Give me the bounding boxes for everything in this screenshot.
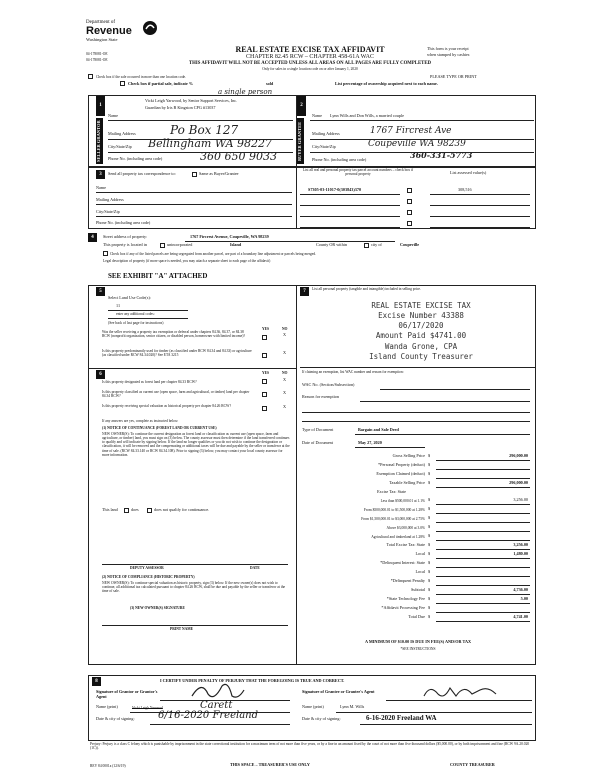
sec5-yes-header: YES [262, 327, 269, 331]
total-state-dollar: $ [428, 542, 431, 547]
sec6-if-any: If any answers are yes, complete as instructed below. [102, 419, 179, 423]
sec6-no-header: NO [282, 371, 288, 375]
perjury-notice: Perjury: Perjury is a class C felony which is punishable by imprisonment in the state correctional institution for a maximum term of not more than five years, or by a fine in an amount fixed by the court of not more than five thousand dollars ($5,000.00), or by both imprisonment and fine (RCW 9A.20.020 (1C)). [90, 742, 530, 751]
taxable-label: Taxable Selling Price [389, 480, 425, 485]
within-city-checkbox[interactable] [364, 243, 369, 248]
seller-name-2: Guardian by Iris B Kingston CPG #13037 [145, 105, 216, 110]
sec6-yes-header: YES [262, 371, 269, 375]
buyer-mailing-label: Mailing Address [312, 131, 340, 136]
street-address-value: 1767 Fircrest Avenue, Coupeville, WA 98239 [190, 234, 269, 239]
revision-number: REV 84 0001a (12/6/19) [90, 764, 126, 768]
total-state-value: 3,256.00 [513, 542, 528, 547]
tier2-label: From $500,000.01 to $1,500,000 at 1.28% [363, 508, 425, 512]
buyer-city-label: City/State/Zip [312, 144, 336, 149]
deputy-assessor-label: DEPUTY ASSESSOR [130, 566, 164, 570]
parcel-personal-checkbox-1[interactable] [407, 188, 412, 193]
grantee-signature-scribble [420, 680, 500, 702]
land-does-not-checkbox[interactable] [147, 508, 152, 513]
sec3-phone-label: Phone No. (including area code) [96, 220, 151, 225]
form-number-1: 04-178081-OE [86, 52, 108, 56]
local-dollar: $ [428, 551, 431, 556]
buyer-phone-label: Phone No. (including area code) [312, 157, 367, 162]
form-warning: THIS AFFIDAVIT WILL NOT BE ACCEPTED UNLESS ALL AREAS ON ALL PAGES ARE FULLY COMPLETED [188, 61, 432, 66]
stamp-line-5: Wanda Grone, CPA [384, 341, 458, 351]
grantee-signature-label: Signature of Grantee or Grantee's Agent [302, 689, 375, 694]
partial-sale-label: Check box if partial sale, indicate % [128, 81, 194, 86]
exemption-claimed-label: Exemption Claimed (deduct) [376, 471, 425, 476]
certify-statement: I CERTIFY UNDER PENALTY OF PERJURY THAT THE FOREGOING IS TRUE AND CORRECT. [160, 678, 345, 683]
grantee-name-label: Name (print) [302, 704, 324, 709]
new-owner-signature-label: (3) NEW OWNER(S) SIGNATURE [130, 606, 185, 610]
seller-name-1: Vicki Leigh Yarwood, by Senior Support Services, Inc. [145, 98, 238, 103]
notice-continuance-text: NEW OWNER(S): To continue the current designation as forest land or classification as current use (open space, farm and agriculture, or timber) land, you must sign on (3) below. The county assessor must then determine if the land transferred continues to qualify and will indicate by signing below. If the land no longer qualifies or you do not wish to continue the designation or classification, it will be removed and the compensating or additional taxes will be due and payable by the seller or transferor at the time of sale. (RCW 84.33.140 or RCW 84.34.108). Prior to signing (3) below, you may contact your local county assessor for more information. [102, 432, 290, 457]
seller-side-label: SELLER GRANTOR [96, 118, 103, 164]
affidavit-fee-label: *Affidavit Processing Fee [381, 605, 425, 610]
subtotal-dollar: $ [428, 587, 431, 592]
tier3-label: From $1,500,000.01 to $3,000,000 at 2.75% [361, 517, 425, 521]
tier1-dollar: $ [428, 497, 431, 502]
personal-property-label: *Personal Property (deduct) [378, 462, 425, 467]
treasurer-use-only: THIS SPACE – TREASURER'S USE ONLY [230, 762, 310, 767]
parcel-number: S7305-03-11017-0(303843)370 [308, 187, 362, 192]
land-does-label: does [131, 507, 139, 512]
gross-dollar: $ [428, 453, 431, 458]
grantee-name-value: Lynn M. Wills [340, 704, 365, 709]
sec6-question-2: Is this property classified as current use (open space, farm and agricultural, or timber) land per chapter 84.34 RCW? [102, 390, 250, 399]
sec6-q2-no-mark: X [283, 390, 287, 395]
exemption-dollar: $ [428, 471, 431, 476]
section-2-number: 2 [297, 96, 306, 116]
revenue-logo [86, 20, 156, 50]
see-exhibit-note: SEE EXHIBIT "A" ATTACHED [108, 272, 208, 280]
select-land-use-label: Select Land Use Code(s): [108, 295, 151, 300]
county-treasurer-label: COUNTY TREASURER [450, 762, 495, 767]
gross-label: Gross Selling Price [392, 453, 425, 458]
affidavit-fee-dollar: $ [428, 605, 431, 610]
type-print-note: PLEASE TYPE OR PRINT [430, 74, 477, 79]
grantor-date-city-value: 6/16-2020 Freeland [158, 710, 259, 721]
dept-line3: Washington State [86, 36, 118, 42]
notice-compliance-text: NEW OWNER(S): To continue special valuation as historic property, sign (3) below. If the new owner(s) does not wish to continue, all additional tax calculated pursuant to chapter 84.26 RCW, shall be due and payable by the seller or transferor at the time of sale. [102, 581, 286, 594]
wac-no-label: WAC No. (Section/Subsection) [302, 382, 355, 387]
total-due-dollar: $ [428, 614, 431, 619]
sec5-no-header: NO [282, 327, 288, 331]
sec3-city-label: City/State/Zip [96, 209, 120, 214]
section-8-number: 8 [92, 677, 101, 686]
grantor-date-city-label: Date & city of signing: [96, 716, 135, 721]
list-assessed-label: List assessed value(s) [450, 170, 487, 175]
land-does-checkbox[interactable] [124, 508, 129, 513]
seller-city-label: City/State/Zip [108, 144, 132, 149]
gross-value: 296,000.00 [509, 453, 528, 458]
grantee-date-city-value: 6-16-2020 Freeland WA [366, 714, 437, 722]
penalty-dollar: $ [428, 578, 431, 583]
local-label: Local [415, 551, 425, 556]
sec6-question-3: Is this property receiving special valuation as historical property per chapter 84.26 RCW? [102, 404, 232, 408]
sec6-q3-yes-checkbox[interactable] [262, 406, 267, 411]
sec5-q2-no-mark: X [283, 350, 287, 355]
city-of-label: city of [371, 242, 382, 247]
if-claiming-label: If claiming an exemption, list WAC number and reason for exemption: [302, 370, 404, 374]
street-address-label: Street address of property: [103, 234, 148, 239]
unincorporated-checkbox[interactable] [160, 243, 165, 248]
parcel-personal-checkbox-2[interactable] [407, 199, 412, 204]
taxable-dollar: $ [428, 480, 431, 485]
assessed-value: 308,516 [458, 187, 472, 192]
revenue-swirl-icon [142, 20, 158, 36]
grantor-name-label: Name (print) [96, 704, 118, 709]
this-land-label: This land [102, 507, 118, 512]
segregated-checkbox[interactable] [103, 251, 108, 256]
legal-description-label: Legal description of property (if more space is needed, you may attach a separate sheet to each page of the affidavit) [103, 259, 271, 263]
minimum-fee-note: A MINIMUM OF $10.00 IS DUE IN FEE(S) AND/OR TAX [364, 639, 471, 644]
tier4-label: Above $3,000,000 at 3.0% [386, 526, 425, 530]
only-for-note: Only for sales in a single location code on or after January 1, 2020 [262, 67, 358, 71]
sec6-q2-yes-checkbox[interactable] [262, 392, 267, 397]
delinq-dollar: $ [428, 560, 431, 565]
list-personal-label: List all personal property (tangible and intangible) included in selling price. [312, 287, 421, 291]
county-or-label: County OR within [316, 242, 347, 247]
seller-mailing-label: Mailing Address [108, 131, 136, 136]
receipt-note-2: when stamped by cashier. [427, 52, 471, 57]
buyer-name-label: Name [312, 113, 322, 118]
dept-line1: Department of [86, 20, 116, 25]
sec6-q1-no-mark: X [283, 377, 287, 382]
tier3-dollar: $ [428, 515, 431, 520]
excise-receipt-stamp [316, 301, 526, 362]
grantor-name-typed: Vicki Leigh Yarwood [132, 706, 163, 710]
sec5-q2-yes-checkbox[interactable] [262, 353, 267, 358]
personal-dollar: $ [428, 462, 431, 467]
sec3-name-label: Name [96, 185, 106, 190]
additional-codes-label: enter any additional codes: [116, 312, 155, 316]
seller-name-label: Name [108, 113, 118, 118]
same-as-buyer-label: Same as Buyer/Grantee [199, 171, 239, 176]
sec6-q1-yes-checkbox[interactable] [262, 379, 267, 384]
segregated-label: Check box if any of the listed parcels are being segregated from another parcel, are part of a boundary line adjustment or parcels being merged. [110, 252, 317, 256]
receipt-note-1: This form is your receipt [427, 46, 469, 51]
buyer-side-label: BUYER GRANTEE [297, 118, 304, 164]
section-1-2-divider [296, 95, 297, 167]
sold-label: sold [266, 81, 274, 86]
delinquent-interest-label: *Delinquent Interest: State [380, 560, 425, 565]
tier2-dollar: $ [428, 506, 431, 511]
buyer-mailing-value: 1767 Fircrest Ave [370, 126, 452, 136]
list-parcels-label: List all real and personal property tax parcel account numbers – check box if personal property [302, 168, 414, 177]
land-does-not-label: does not qualify for continuance. [154, 507, 210, 512]
deputy-date-label: DATE [250, 566, 260, 570]
stamp-line-2: Excise Number 43388 [378, 311, 464, 321]
see-instructions-note: *SEE INSTRUCTIONS [400, 647, 436, 651]
seller-phone-value: 360 650 9033 [200, 150, 277, 163]
sec6-q3-no-mark: X [283, 404, 287, 409]
total-due-value: 4,741.00 [513, 614, 528, 619]
notice-continuance-title: (1) NOTICE OF CONTINUANCE (FOREST LAND OR CURRENT USE) [102, 426, 217, 430]
stamp-line-1: REAL ESTATE EXCISE TAX [371, 301, 471, 310]
tier1-value: 3,256.00 [513, 497, 528, 502]
excise-state-label: Excise Tax: State [377, 489, 406, 494]
sec5-q1-no-mark: X [283, 332, 287, 337]
list-percentage-note: List percentage of ownership acquired next to each name. [335, 81, 438, 86]
section-3-number: 3 [96, 170, 105, 179]
delinquent-penalty-label: *Delinquent Penalty [390, 578, 425, 583]
subtotal-value: 4,736.00 [513, 587, 528, 592]
type-document-value: Bargain and Sale Deed [358, 427, 399, 432]
date-document-value: May 27, 2020 [358, 440, 382, 445]
buyer-city-value: Coupeville WA 98239 [368, 139, 466, 149]
buyer-name-value: Lynn Wills and Don Wills, a married couple [330, 113, 404, 118]
sec5-question-1: Was the seller receiving a property tax exemption or deferral under chapters 84.36, 84.37, or 84.38 RCW (nonprofit organization, senior citizen, or disabled person, homeowner with limited income)? [102, 330, 245, 339]
tech-fee-dollar: $ [428, 596, 431, 601]
form-title: REAL ESTATE EXCISE TAX AFFIDAVIT [235, 45, 385, 54]
date-document-label: Date of Document [302, 440, 333, 445]
form-number-2: 04-178081-OE [86, 58, 108, 62]
delinquent-local-label: Local [415, 569, 425, 574]
tier4-dollar: $ [428, 524, 431, 529]
buyer-phone-value: 360-331-5773 [410, 150, 473, 160]
section-1-number: 1 [96, 96, 105, 116]
same-as-buyer-checkbox[interactable] [192, 172, 197, 177]
unincorporated-label: unincorporated [167, 242, 193, 247]
taxable-value: 296,000.00 [509, 480, 528, 485]
total-due-label: Total Due [408, 614, 425, 619]
located-in-label: This property is located in [103, 242, 147, 247]
tech-fee-value: 5.00 [520, 596, 528, 601]
stamp-line-4: Amount Paid $4741.00 [375, 331, 467, 341]
city-value: Coupeville [400, 242, 420, 247]
print-name-label: PRINT NAME [170, 627, 193, 631]
seller-mailing-value: Po Box 127 [170, 123, 239, 137]
section-7-number: 7 [300, 287, 309, 296]
send-correspondence-label: Send all property tax correspondence to: [108, 171, 176, 176]
sec5-q1-yes-checkbox[interactable] [262, 335, 267, 340]
section-5-number: 5 [96, 287, 105, 296]
partial-sale-checkbox[interactable] [120, 81, 125, 86]
section-4-number: 4 [88, 233, 97, 242]
grantor-name-handwritten: Carett [200, 700, 233, 711]
total-state-label: Total Excise Tax: State [386, 542, 425, 547]
seller-phone-label: Phone No. (including area code) [108, 156, 163, 161]
grantee-date-city-label: Date & city of signing: [302, 716, 341, 721]
subtotal-label: Subtotal [411, 587, 425, 592]
county-value: Island [230, 242, 242, 247]
tier5-dollar: $ [428, 533, 431, 538]
seller-city-value: Bellingham WA 98227 [148, 137, 273, 150]
land-use-code: 11 [116, 303, 121, 308]
tier1-label: Less than $500,000.01 at 1.1% [380, 499, 425, 503]
parcel-personal-checkbox-3[interactable] [407, 210, 412, 215]
tier5-label: Agricultural and timberland at 1.28% [371, 535, 425, 539]
section-6-number: 6 [96, 370, 105, 379]
multi-location-checkbox[interactable] [88, 74, 93, 79]
multi-location-label: Check box if the sale occurred in more than one location code. [96, 75, 187, 79]
delinq-local-dollar: $ [428, 569, 431, 574]
see-back-note: (See back of last page for instructions) [108, 321, 164, 325]
reason-exemption-label: Reason for exemption [302, 394, 339, 399]
sec6-question-1: Is this property designated as forest land per chapter 84.33 RCW? [102, 380, 197, 384]
stamp-line-3: 06/17/2020 [398, 321, 444, 331]
notice-compliance-title: (2) NOTICE OF COMPLIANCE (HISTORIC PROPERTY) [102, 575, 195, 579]
sec5-question-2: Is this property predominantly used for timber (as classified under RCW 84.34 and 84.33) or agriculture (as classified under RCW 84.34.020)? See ETA 3215 [102, 349, 252, 358]
dept-line2: Revenue [86, 24, 132, 37]
type-document-label: Type of Document [302, 427, 334, 432]
form-chapter: CHAPTER 82.45 RCW – CHAPTER 458-61A WAC [246, 54, 374, 60]
single-person-note: a single person [218, 88, 273, 96]
local-value: 1,480.00 [513, 551, 528, 556]
parcel-personal-checkbox-4[interactable] [407, 221, 412, 226]
stamp-line-6: Island County Treasurer [369, 351, 473, 361]
tech-fee-label: *State Technology Fee [386, 596, 425, 601]
sec3-mailing-label: Mailing Address [96, 197, 124, 202]
grantor-signature-label: Signature of Grantor or Grantor's Agent [96, 689, 158, 699]
